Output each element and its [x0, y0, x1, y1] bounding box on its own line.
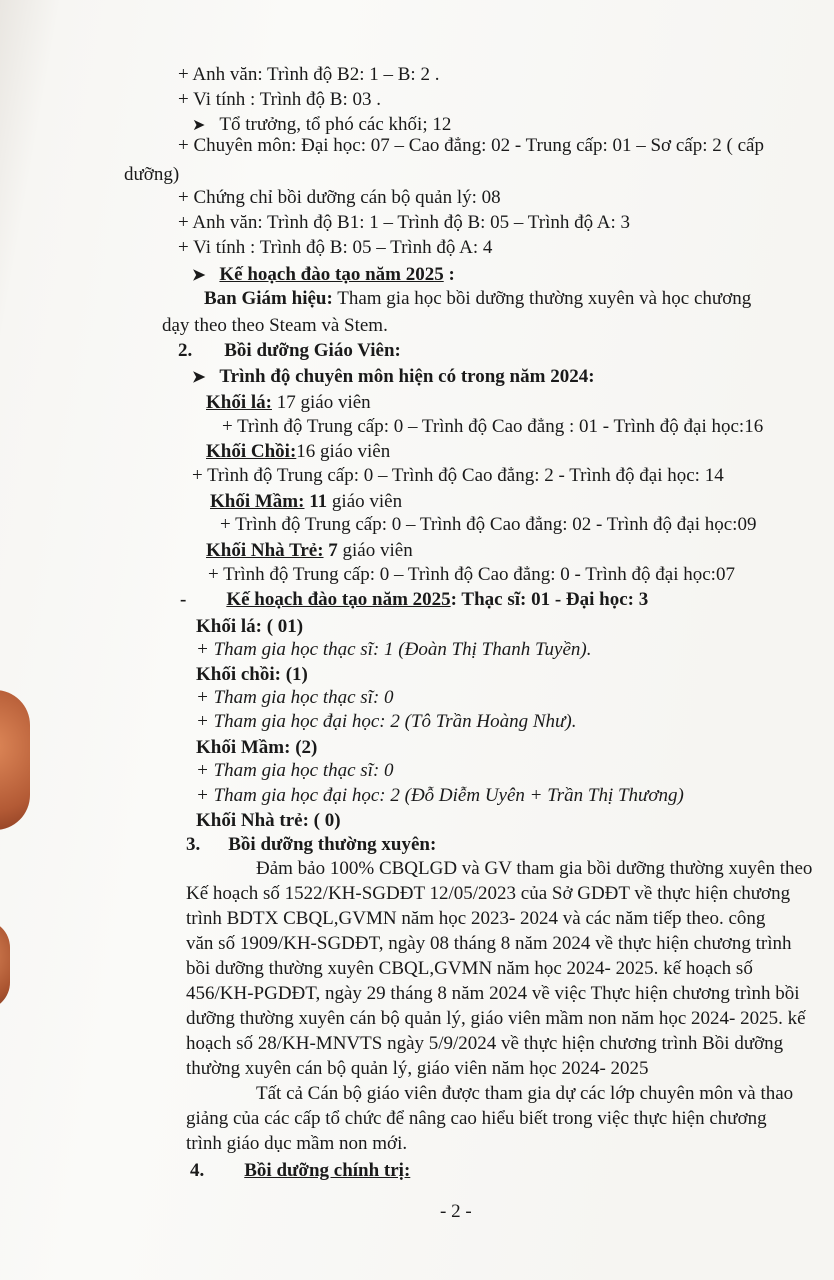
khoi-choi-detail: + Trình độ Trung cấp: 0 – Trình độ Cao đẳng: 2 - Trình độ đại học: 14: [192, 465, 724, 486]
para1-line-4: văn số 1909/KH-SGDĐT, ngày 08 tháng 8 năm 2024 về thực hiện chương trình: [186, 933, 792, 954]
khoi-mam-plan: Khối Mầm: (2): [196, 737, 318, 758]
khoi-choi-plan: Khối chồi: (1): [196, 664, 308, 685]
para1-line-1: Đảm bảo 100% CBQLGD và GV tham gia bồi dưỡng thường xuyên theo: [256, 858, 813, 879]
management-cert-line: + Chứng chỉ bồi dưỡng cán bộ quản lý: 08: [178, 187, 501, 208]
specialty-line: + Chuyên môn: Đại học: 07 – Cao đẳng: 02 - Trung cấp: 01 – Sơ cấp: 2 ( cấp: [178, 135, 764, 156]
computer-level-line-2: + Vi tính : Trình độ B: 05 – Trình độ A: 4: [178, 237, 493, 258]
para1-line-7: dưỡng thường xuyên cán bộ quản lý, giáo viên mầm non năm học 2024- 2025. kế: [186, 1008, 806, 1029]
board-line-cont: dạy theo theo Steam và Stem.: [162, 315, 388, 336]
khoi-la-detail: + Trình độ Trung cấp: 0 – Trình độ Cao đẳng : 01 - Trình độ đại học:16: [222, 416, 764, 437]
para2-line-3: trình giáo dục mầm non mới.: [186, 1133, 408, 1154]
section-4-heading: 4. Bồi dưỡng chính trị:: [190, 1160, 411, 1181]
english-level-line: + Anh văn: Trình độ B2: 1 – B: 2 .: [178, 64, 440, 85]
khoi-la-plan: Khối lá: ( 01): [196, 616, 304, 637]
arrow-bullet-icon: ➤: [192, 369, 206, 386]
para1-line-9: thường xuyên cán bộ quản lý, giáo viên năm học 2024- 2025: [186, 1058, 649, 1079]
specialty-line-cont: dưỡng): [124, 164, 180, 185]
para1-line-3: trình BDTX CBQL,GVMN năm học 2023- 2024 và các năm tiếp theo. công: [186, 908, 766, 929]
khoi-nha-tre-plan: Khối Nhà trẻ: ( 0): [196, 810, 341, 831]
group-leaders-line: ➤ Tổ trưởng, tổ phó các khối; 12: [192, 114, 452, 135]
english-level-line-2: + Anh văn: Trình độ B1: 1 – Trình độ B: 05 – Trình độ A: 3: [178, 212, 631, 233]
section-2-heading: 2. Bồi dưỡng Giáo Viên:: [178, 340, 401, 361]
finger-shadow-lower: [0, 920, 10, 1010]
para1-line-2: Kế hoạch số 1522/KH-SGDĐT 12/05/2023 của Sở GDĐT về thực hiện chương: [186, 883, 791, 904]
khoi-nha-tre-detail: + Trình độ Trung cấp: 0 – Trình độ Cao đẳng: 0 - Trình độ đại học:07: [208, 564, 735, 585]
board-line: Ban Giám hiệu: Tham gia học bồi dưỡng thường xuyên và học chương: [204, 288, 752, 309]
para1-line-6: 456/KH-PGDĐT, ngày 29 tháng 8 năm 2024 về việc Thực hiện chương trình bồi: [186, 983, 800, 1004]
para1-line-8: hoạch số 28/KH-MNVTS ngày 5/9/2024 về thực hiện chương trình Bồi dưỡng: [186, 1033, 784, 1054]
page-number: - 2 -: [440, 1201, 472, 1222]
qualification-heading: ➤ Trình độ chuyên môn hiện có trong năm 2024:: [192, 366, 595, 387]
khoi-mam-line: Khối Mầm: 11 giáo viên: [210, 491, 403, 512]
para2-line-1: Tất cả Cán bộ giáo viên được tham gia dự các lớp chuyên môn và thao: [256, 1083, 794, 1104]
section-3-heading: 3. Bồi dưỡng thường xuyên:: [186, 834, 437, 855]
khoi-choi-plan-ms: + Tham gia học thạc sĩ: 0: [196, 687, 394, 708]
khoi-la-line: Khối lá: 17 giáo viên: [206, 392, 371, 413]
training-plan-2025-line: - Kế hoạch đào tạo năm 2025: Thạc sĩ: 01 - Đại học: 3: [180, 589, 649, 610]
training-plan-heading: ➤ Kế hoạch đào tạo năm 2025 :: [192, 264, 455, 285]
khoi-nha-tre-line: Khối Nhà Trẻ: 7 giáo viên: [206, 540, 413, 561]
arrow-bullet-icon: ➤: [192, 267, 206, 284]
computer-level-line: + Vi tính : Trình độ B: 03 .: [178, 89, 381, 110]
khoi-mam-plan-bachelor: + Tham gia học đại học: 2 (Đỗ Diễm Uyên + Trần Thị Thương): [196, 785, 684, 806]
arrow-bullet-icon: ➤: [192, 117, 206, 134]
finger-shadow: [0, 690, 30, 830]
para1-line-5: bồi dưỡng thường xuyên CBQL,GVMN năm học 2024- 2025. kế hoạch số: [186, 958, 753, 979]
khoi-mam-detail: + Trình độ Trung cấp: 0 – Trình độ Cao đẳng: 02 - Trình độ đại học:09: [220, 514, 757, 535]
khoi-choi-line: Khối Chồi:16 giáo viên: [206, 441, 391, 462]
khoi-la-plan-detail: + Tham gia học thạc sĩ: 1 (Đoàn Thị Thanh Tuyền).: [196, 639, 592, 660]
khoi-choi-plan-bachelor: + Tham gia học đại học: 2 (Tô Trần Hoàng Như).: [196, 711, 577, 732]
khoi-mam-plan-ms: + Tham gia học thạc sĩ: 0: [196, 760, 394, 781]
para2-line-2: giảng của các cấp tổ chức để nâng cao hiểu biết trong việc thực hiện chương: [186, 1108, 767, 1129]
